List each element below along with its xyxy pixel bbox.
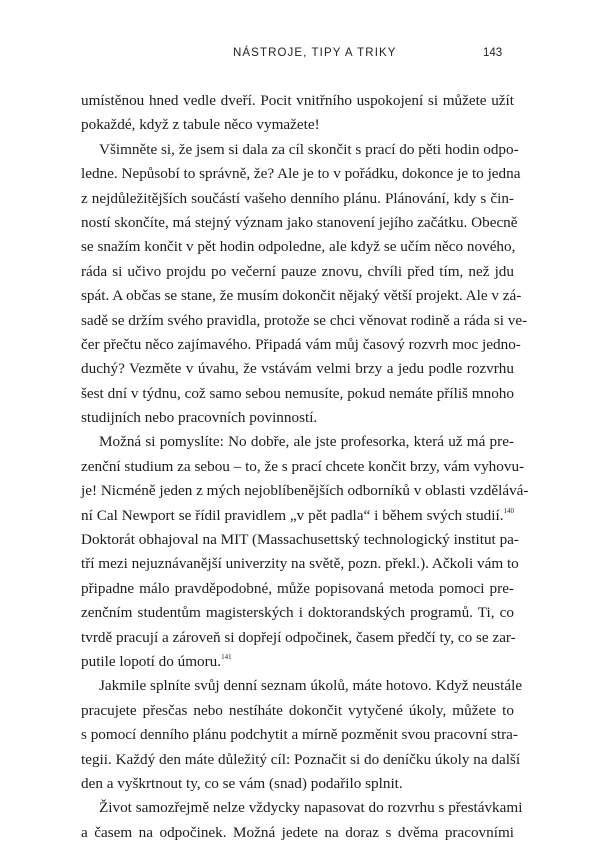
line-text: s pomocí denního plánu podchytit a mírně pozměnit svou pracovní stra- [81,726,518,744]
text-line [81,650,514,674]
text-line [81,162,521,186]
line-text: Možná si pomyslíte: No dobře, ale jste profesorka, která už má pre- [99,433,514,451]
text-line [81,284,522,308]
text-line [81,430,514,454]
line-text: Život samozřejmě nelze vždycky napasovat do rozvrhu s přestávkami [99,799,523,817]
text-line [81,138,519,162]
line-text: je! Nicméně jeden z mých nejoblíbenějších odborníků v oblasti vzdělává- [81,482,529,500]
text-line [81,333,521,357]
line-text: studijních nebo pracovních povinností. [81,409,318,427]
line-text: pokaždé, když z tabule něco vymažete! [81,116,320,134]
line-text: umístěnou hned vedle dveří. Pocit vnitřního uspokojení si můžete užít [81,92,514,109]
text-line [81,406,514,430]
text-line [81,504,514,528]
line-text: čer přečtu něco zajímavého. Připadá vám můj časový rozvrh moc jedno- [81,335,521,353]
line-text: putile lopotí do úmoru. [81,652,222,670]
line-text: a časem na odpočinek. Možná jedete na doraz s dvěma pracovními [81,823,514,841]
line-text: z nejdůležitějších součástí vašeho denního plánu. Plánování, kdy s čin- [81,189,514,207]
text-line [81,235,514,259]
footnote-reference: 140 [503,506,514,515]
line-text: Jakmile splníte svůj denní seznam úkolů, máte hotovo. Když neustále [99,677,523,695]
text-line [81,187,514,211]
text-line [81,601,514,625]
line-text: se snažím končit v pět hodin odpoledne, ale když se učím něco nového, [81,238,516,256]
line-text: ností skončíte, má stejný význam jako stanovení jejího začátku. Obecně [81,213,518,231]
line-text: zenčním studentům magisterských i doktorandských programů. Ti, co [81,604,514,622]
text-line [81,89,514,113]
text-line [81,723,518,747]
text-line [81,211,518,235]
line-text: zenční studium za sebou – to, že s prací chcete končit brzy, vám vyhovu- [81,457,525,475]
text-line [81,577,514,601]
line-text: tří mezi nejuznávanější univerzity na světě, pozn. překl.). Ačkoli vám to [81,555,519,573]
text-line [81,528,519,552]
line-text: tegii. Každý den máte důležitý cíl: Poznačit si do deníčku úkoly na další [81,750,521,768]
text-line [81,382,514,406]
text-line [81,455,525,479]
text-line [81,748,521,772]
line-text: Všimněte si, že jsem si dala za cíl skončit s prací do pěti hodin odpo- [99,140,519,158]
line-text: připadne málo pravděpodobné, může popisovaná metoda pomoci pre- [81,579,514,597]
line-text: ní Cal Newport se řídil pravidlem „v pět padla“ i během svých studií. [81,506,504,524]
line-text: ráda si učivo projdu po večerní pauze znovu, chvíli před tím, než jdu [81,262,514,280]
footnote-reference: 141 [221,652,232,661]
line-text: spát. A občas se stane, že musím dokončit nějaký větší projekt. Ale v zá- [81,287,522,305]
line-text: Doktorát obhajoval na MIT (Massachusettský technologický institut pa- [81,531,519,549]
running-title: NÁSTROJE, TIPY A TRIKY [233,47,397,59]
text-line [81,113,514,137]
line-text: šest dní v týdnu, což samo sebou nemusíte, pokud nemáte příliš mnoho [81,384,514,402]
text-line [81,309,528,333]
body-text [81,89,529,845]
line-text: tvrdě pracují a zároveň si dopřejí odpočinek, časem předčí ty, co se zar- [81,628,516,646]
running-header [0,47,594,67]
text-line [81,699,514,723]
text-line [81,357,514,381]
line-text: den a vyškrtnout ty, co se vám (snad) podařilo splnit. [81,774,403,792]
text-line [81,260,514,284]
line-text: ledne. Nepůsobí to správně, že? Ale je to v pořádku, dokonce je to jedna [81,165,521,183]
page-number: 143 [483,47,503,59]
text-line [81,479,529,503]
line-text: pracujete přesčas nebo nestíháte dokončit vytyčené úkoly, můžete to [81,701,514,719]
text-line [81,674,523,698]
line-text: duchý? Vezměte v úvahu, že vstávám velmi brzy a jedu podle rozvrhu [81,360,514,378]
text-line [81,821,514,845]
line-text: sadě se držím svého pravidla, protože se chci věnovat rodině a ráda si ve- [81,311,528,329]
text-line [81,552,519,576]
text-line [81,626,514,650]
text-line [81,772,514,796]
